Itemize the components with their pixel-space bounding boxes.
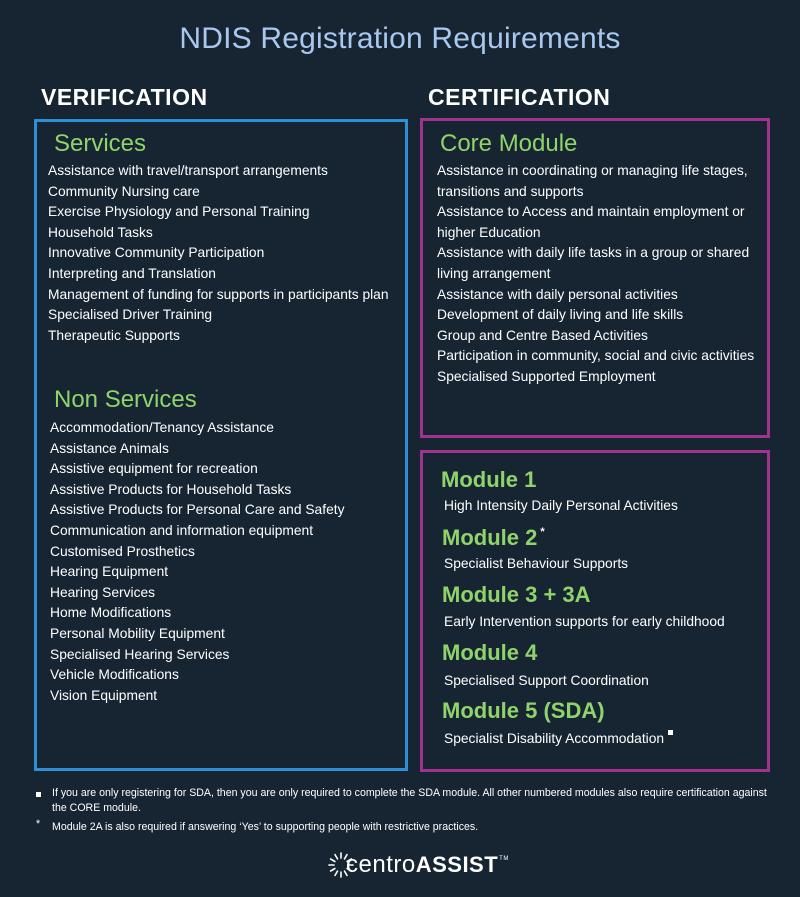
list-item: Assistance with daily life tasks in a group or shared <box>437 245 750 261</box>
core-module-list <box>437 161 754 388</box>
logo-text <box>346 851 509 879</box>
module-2-label: Module 2 <box>442 525 538 550</box>
list-item: Assistance with travel/transport arrangements <box>48 163 328 178</box>
module-3-desc: Early Intervention supports for early childhood <box>444 614 725 629</box>
list-item: Management of funding for supports in participants plan <box>48 286 389 302</box>
module-4-title: Module 4 <box>442 640 538 665</box>
list-item: Assistive Products for Household Tasks <box>50 481 292 497</box>
list-item: Group and Centre Based Activities <box>437 327 648 343</box>
list-item: Customised Prosthetics <box>50 543 195 559</box>
module-2-desc: Specialist Behaviour Supports <box>444 556 629 571</box>
list-item: Exercise Physiology and Personal Training <box>48 204 310 220</box>
logo-part-1: centro <box>346 851 416 878</box>
list-item: Assistance Animals <box>50 440 169 456</box>
square-bullet-icon <box>36 787 41 802</box>
certification-heading: CERTIFICATION <box>428 84 611 110</box>
list-item: Communication and information equipment <box>50 522 314 538</box>
page-title: NDIS Registration Requirements <box>179 22 621 55</box>
list-item: transitions and supports <box>437 183 584 199</box>
list-item: Assistive equipment for recreation <box>50 461 258 477</box>
asterisk-bullet: * <box>36 818 41 830</box>
list-item: Vehicle Modifications <box>50 667 179 683</box>
logo-part-2: ASSIST <box>415 852 499 877</box>
list-item: Vision Equipment <box>50 687 158 703</box>
footnote-square <box>36 786 776 816</box>
list-item: Hearing Services <box>50 584 156 600</box>
centroassist-logo <box>326 850 509 880</box>
logo-tm: TM <box>499 856 509 862</box>
non-services-title: Non Services <box>54 386 197 413</box>
list-item: Specialised Hearing Services <box>50 646 230 662</box>
list-item: higher Education <box>437 224 541 240</box>
list-item: Specialised Supported Employment <box>437 368 656 384</box>
services-list <box>48 161 389 346</box>
asterisk-mark: * <box>540 526 545 538</box>
list-item: Home Modifications <box>50 605 172 621</box>
services-title: Services <box>54 130 147 157</box>
module-1-title: Module 1 <box>441 467 537 492</box>
footnote-square-text: If you are only registering for SDA, then you are only required to complete the SDA module. All other numbered modules also require certification against the CORE module. <box>52 787 767 814</box>
module-3-title: Module 3 + 3A <box>442 582 591 607</box>
non-services-list <box>50 418 344 706</box>
module-5-desc <box>444 730 673 746</box>
module-4-desc: Specialised Support Coordination <box>444 673 649 688</box>
module-5-title: Module 5 (SDA) <box>442 698 605 723</box>
module-2-title <box>442 525 545 551</box>
footnote-asterisk-text: Module 2A is also required if answering ‘Yes’ to supporting people with restrictive practices. <box>52 821 479 833</box>
list-item: Household Tasks <box>48 224 153 240</box>
footnote-asterisk <box>36 820 776 835</box>
square-mark-icon <box>668 730 673 735</box>
list-item: Community Nursing care <box>48 183 200 199</box>
list-item: Interpreting and Translation <box>48 265 216 281</box>
list-item: Accommodation/Tenancy Assistance <box>50 420 274 435</box>
core-module-title: Core Module <box>440 130 578 157</box>
list-item: Hearing Equipment <box>50 564 169 580</box>
list-item: Assistance with daily personal activities <box>437 286 678 302</box>
verification-heading: VERIFICATION <box>41 84 208 110</box>
list-item: Therapeutic Supports <box>48 327 180 343</box>
list-item: Development of daily living and life skills <box>437 307 684 323</box>
list-item: living arrangement <box>437 265 551 281</box>
module-5-desc-text: Specialist Disability Accommodation <box>444 731 665 746</box>
module-1-desc: High Intensity Daily Personal Activities <box>444 498 678 513</box>
list-item: Assistance in coordinating or managing life stages, <box>437 163 748 178</box>
list-item: Innovative Community Participation <box>48 245 265 261</box>
list-item: Specialised Driver Training <box>48 307 213 323</box>
list-item: Personal Mobility Equipment <box>50 625 225 641</box>
list-item: Assistive Products for Personal Care and Safety <box>50 502 345 518</box>
list-item: Assistance to Access and maintain employment or <box>437 204 745 220</box>
list-item: Participation in community, social and civic activities <box>437 348 755 364</box>
